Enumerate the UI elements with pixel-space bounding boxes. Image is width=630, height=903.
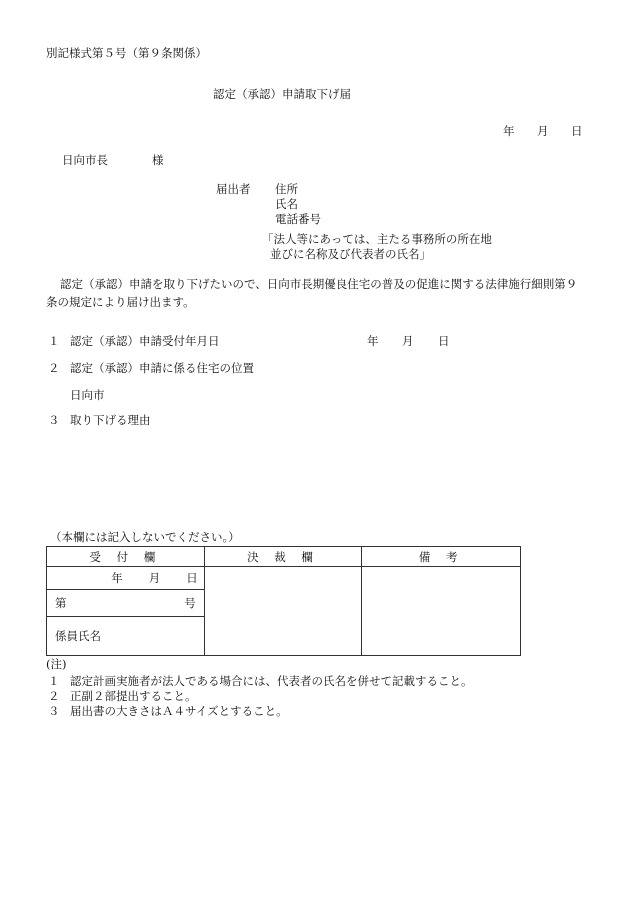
date-month: 月 [537, 124, 549, 138]
note-text: 認定計画実施者が法人である場合には、代表者の氏名を併せて記載すること。 [70, 674, 473, 688]
addressee-name: 日向市長 [62, 153, 108, 167]
reception-number-cell [47, 590, 205, 617]
date-day: 日 [571, 124, 583, 138]
remarks-cell [362, 567, 521, 656]
item-receipt-year: 年 [367, 334, 379, 348]
item-number: １ [48, 334, 60, 348]
item-label-location: 認定（承認）申請に係る住宅の位置 [70, 361, 254, 375]
reception-day: 日 [186, 571, 198, 585]
note-number: ３ [48, 704, 60, 718]
note-number: １ [48, 674, 60, 688]
table-header-approval: 決 裁 欄 [204, 547, 362, 567]
notes-heading: (注) [46, 657, 67, 671]
addressee-honorific: 様 [152, 153, 164, 167]
reception-date-cell [47, 567, 205, 590]
item-label-receipt-date: 認定（承認）申請受付年月日 [70, 334, 220, 348]
note-text: 正副２部提出すること。 [70, 689, 197, 703]
note-number: ２ [48, 689, 60, 703]
document-title: 認定（承認）申請取下げ届 [213, 87, 351, 101]
applicant-label: 届出者 [216, 182, 251, 196]
applicant-name-label: 氏名 [275, 197, 298, 211]
approval-cell [204, 567, 362, 656]
table-header-reception: 受 付 欄 [47, 547, 205, 567]
body-text-line1: 認定（承認）申請を取り下げたいので、日向市長期優良住宅の普及の促進に関する法律施行細則第９ [60, 277, 578, 291]
number-suffix: 号 [184, 596, 196, 610]
applicant-address-label: 住所 [275, 182, 298, 196]
item-location-value: 日向市 [70, 388, 105, 402]
item-number: ３ [48, 413, 60, 427]
item-number: ２ [48, 361, 60, 375]
body-text-line2: 条の規定により届け出ます。 [46, 295, 195, 309]
applicant-phone-label: 電話番号 [275, 212, 321, 226]
applicant-note-line2: 並びに名称及び代表者の氏名」 [270, 247, 431, 261]
date-year: 年 [503, 124, 515, 138]
item-label-reason: 取り下げる理由 [70, 413, 151, 427]
number-prefix: 第 [55, 596, 67, 610]
note-text: 届出書の大きさはＡ４サイズとすること。 [70, 704, 288, 718]
office-use-table [46, 546, 521, 656]
table-header-remarks: 備 考 [362, 547, 521, 567]
reception-month: 月 [148, 571, 161, 585]
item-receipt-day: 日 [438, 334, 450, 348]
item-receipt-month: 月 [402, 334, 414, 348]
staff-name-cell: 係員氏名 [47, 617, 205, 656]
applicant-note-line1: 「法人等にあっては、主たる事務所の所在地 [262, 232, 492, 246]
form-number: 別記様式第５号（第９条関係） [46, 46, 207, 60]
office-use-note: （本欄には記入しないでください。） [50, 530, 240, 544]
reception-year: 年 [111, 571, 123, 585]
